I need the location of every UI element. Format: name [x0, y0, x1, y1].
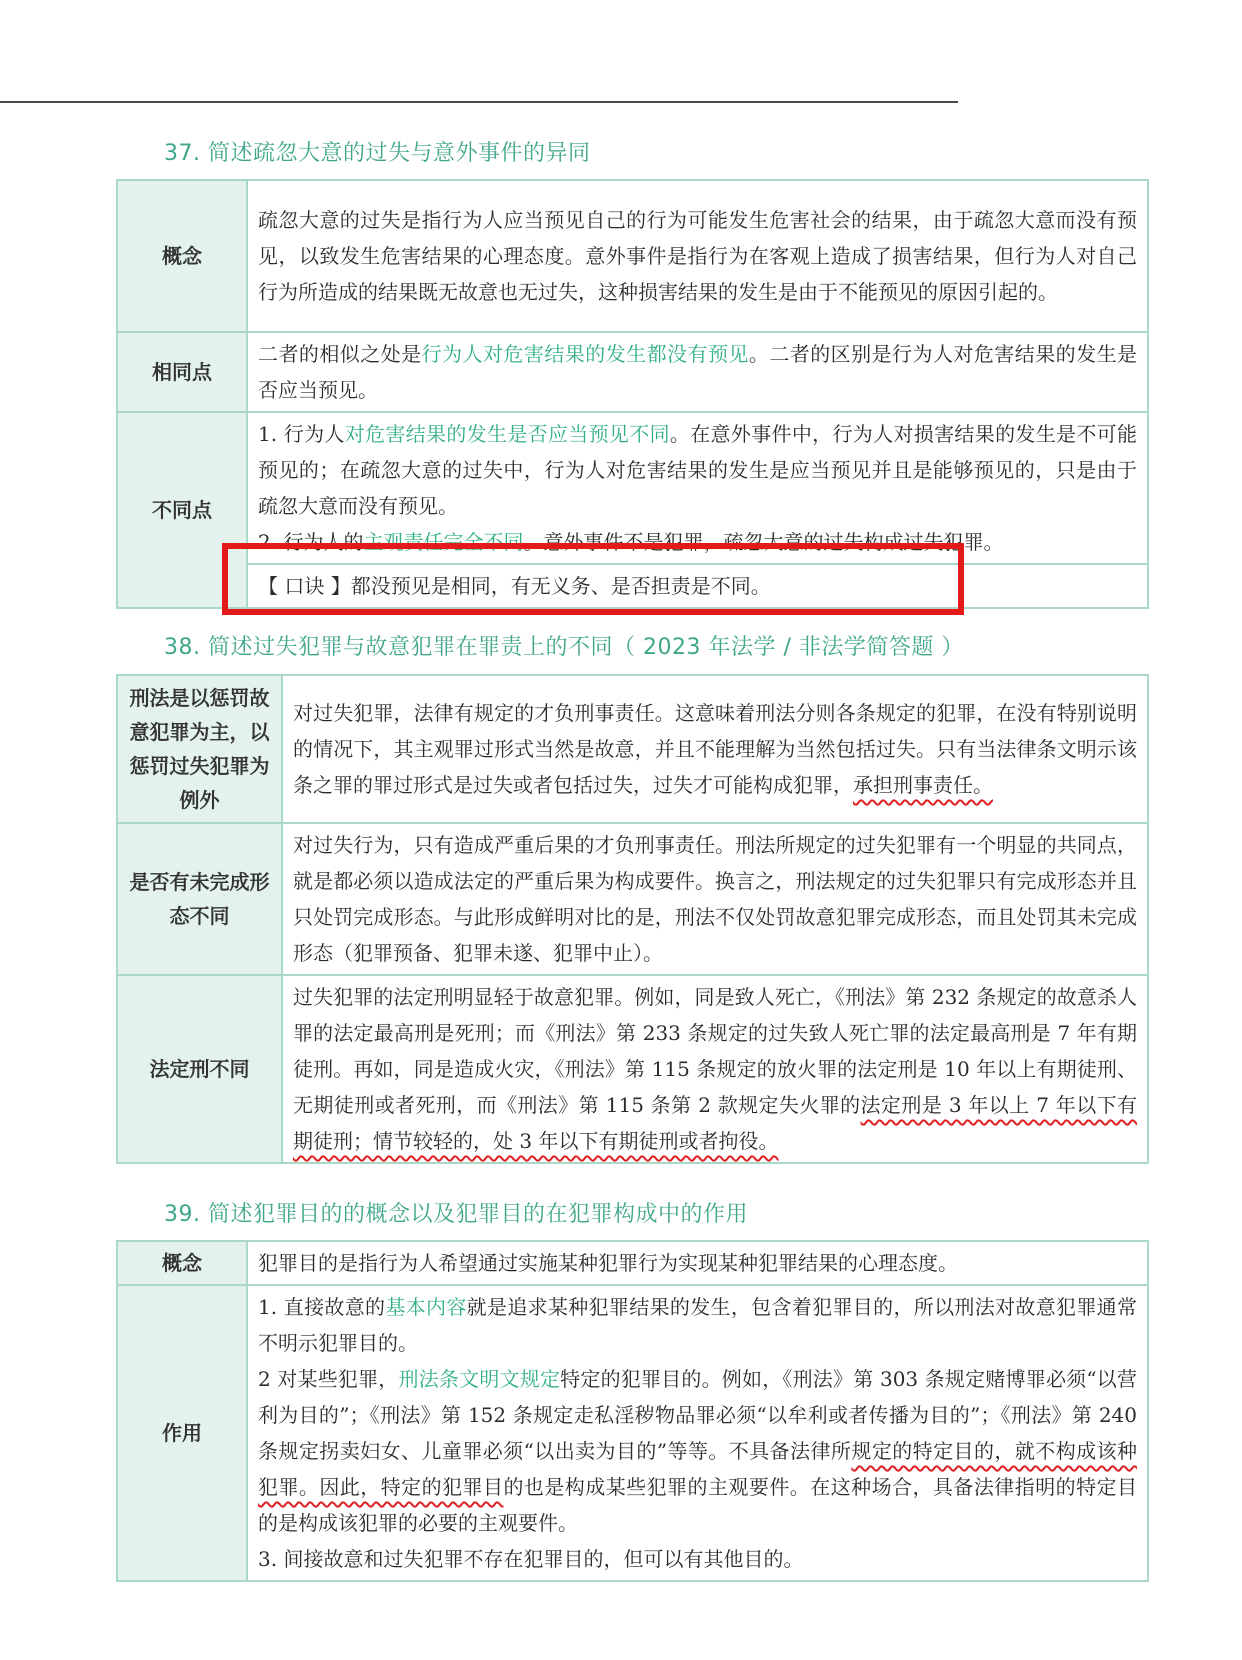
wavy-underline-text: 承担刑事责任。 — [853, 773, 993, 797]
highlight-text: 基本内容 — [385, 1295, 467, 1319]
text-span: 2 对某些犯罪， — [258, 1367, 399, 1391]
wavy-underline-text: 规定的特定目的，就不构成该种犯罪。因此，特定的犯罪目 — [258, 1439, 1137, 1499]
table-row — [117, 1241, 1148, 1285]
paragraph: 3. 间接故意和过失犯罪不存在犯罪目的，但可以有其他目的。 — [258, 1547, 804, 1571]
row-text-function — [247, 1285, 1148, 1581]
paragraph — [258, 416, 1137, 524]
paragraph — [258, 1361, 1137, 1541]
row-text-penalty — [282, 975, 1148, 1163]
text-span: 。意外事件不是犯罪，疏忽大意的过失构成过失犯罪。 — [523, 530, 1004, 554]
text-span: 。二者的区别是行为人对危害结果的发生是否应当预见。 — [258, 342, 1138, 402]
highlight-text: 行为人对危害结果的发生都没有预见 — [421, 342, 749, 366]
q39-title: 39. 简述犯罪目的的概念以及犯罪目的在犯罪构成中的作用 — [164, 1202, 748, 1227]
text-span: 过失犯罪的法定刑明显轻于故意犯罪。例如，同是致人死亡，《刑法》第 232 条规定的故意杀人罪的法定最高刑是死刑；而《刑法》第 233 条规定的过失致人死亡罪的法定最高刑是 7 年有期徒刑。再如，同是造成火灾，《刑法》第 115 条规定的放火罪的法定刑是 10 年以上有期徒刑、无期徒刑或者死刑，而《刑法》第 115 条第 2 款规定失火罪的 — [293, 985, 1137, 1117]
q38-table — [116, 674, 1149, 1164]
row-label-penalty: 法定刑不同 — [117, 975, 282, 1163]
row-label-concept: 概念 — [117, 180, 247, 332]
text-span: 1. 行为人 — [258, 422, 345, 446]
row-text-similarity — [247, 332, 1148, 412]
red-highlight-box — [222, 543, 964, 615]
wavy-underline-text: 法定刑是 3 年以上 7 年以下有期徒刑；情节较轻的，处 3 年以下有期徒刑或者拘役。 — [293, 1093, 1137, 1153]
text-span: 对过失犯罪，法律有规定的才负刑事责任。这意味着刑法分则各条规定的犯罪，在没有特别说明的情况下，其主观罪过形式当然是故意，并且不能理解为当然包括过失。只有当法律条文明示该条之罪的罪过形式是过失或者包括过失，过失才可能构成犯罪， — [293, 701, 1137, 797]
q37-title: 37. 简述疏忽大意的过失与意外事件的异同 — [164, 141, 591, 166]
table-row — [117, 675, 1148, 823]
row-label-principle: 刑法是以惩罚故意犯罪为主，以惩罚过失犯罪为例外 — [117, 675, 282, 823]
row-text-principle — [282, 675, 1148, 823]
q38-title: 38. 简述过失犯罪与故意犯罪在罪责上的不同（ 2023 年法学 / 非法学简答题 ） — [164, 635, 964, 660]
row-label-similarity: 相同点 — [117, 332, 247, 412]
table-row — [117, 332, 1148, 412]
q39-table — [116, 1240, 1149, 1582]
row-label-difference: 不同点 — [117, 412, 247, 608]
row-text-concept: 疏忽大意的过失是指行为人应当预见自己的行为可能发生危害社会的结果，由于疏忽大意而没有预见，以致发生危害结果的心理态度。意外事件是指行为在客观上造成了损害结果，但行为人对自己行为所造成的结果既无故意也无过失，这种损害结果的发生是由于不能预见的原因引起的。 — [247, 180, 1148, 332]
top-divider — [0, 101, 958, 103]
table-row — [117, 180, 1148, 332]
text-span: 特定的犯罪目的。例如，《刑法》第 303 条规定赌博罪必须“以营利为目的”；《刑法》第 152 条规定走私淫秽物品罪必须“以牟利或者传播为目的”；《刑法》第 240 条规定拐卖妇女、儿童罪必须“以出卖为目的”等等。不具备法律所 — [258, 1367, 1137, 1463]
text-span: 1. 直接故意的 — [258, 1295, 386, 1319]
row-label-function: 作用 — [117, 1285, 247, 1581]
text-span: 就是追求某种犯罪结果的发生，包含着犯罪目的，所以刑法对故意犯罪通常不明示犯罪目的。 — [258, 1295, 1137, 1355]
table-row — [117, 1285, 1148, 1581]
text-span: 2. 行为人的 — [258, 530, 364, 554]
table-row — [117, 412, 1148, 564]
text-span: 的也是构成某些犯罪的主观要件。在这种场合，具备法律指明的特定目的是构成该犯罪的必要的主观要件。 — [258, 1475, 1138, 1535]
paragraph — [258, 1289, 1137, 1361]
row-text-concept: 犯罪目的是指行为人希望通过实施某种犯罪行为实现某种犯罪结果的心理态度。 — [247, 1241, 1148, 1285]
text-span: 。在意外事件中，行为人对损害结果的发生是不可能预见的；在疏忽大意的过失中，行为人对危害结果的发生是应当预见并且是能够预见的，只是由于疏忽大意而没有预见。 — [258, 422, 1138, 518]
highlight-text: 对危害结果的发生是否应当预见不同 — [344, 422, 670, 446]
table-row — [117, 823, 1148, 975]
mnemonic-text: 【 口诀 】都没预见是相同，有无义务、是否担责是不同。 — [247, 564, 1148, 608]
table-row — [117, 975, 1148, 1163]
highlight-text: 刑法条文明文规定 — [398, 1367, 561, 1391]
highlight-text: 主观责任完全不同 — [363, 530, 524, 554]
row-text-incomplete-form: 对过失行为，只有造成严重后果的才负刑事责任。刑法所规定的过失犯罪有一个明显的共同点，就是都必须以造成法定的严重后果为构成要件。换言之，刑法规定的过失犯罪只有完成形态并且只处罚完成形态。与此形成鲜明对比的是，刑法不仅处罚故意犯罪完成形态，而且处罚其未完成形态（犯罪预备、犯罪未遂、犯罪中止）。 — [282, 823, 1148, 975]
row-label-concept: 概念 — [117, 1241, 247, 1285]
text-span: 二者的相似之处是 — [258, 342, 422, 366]
row-text-difference — [247, 412, 1148, 564]
row-label-incomplete-form: 是否有未完成形态不同 — [117, 823, 282, 975]
